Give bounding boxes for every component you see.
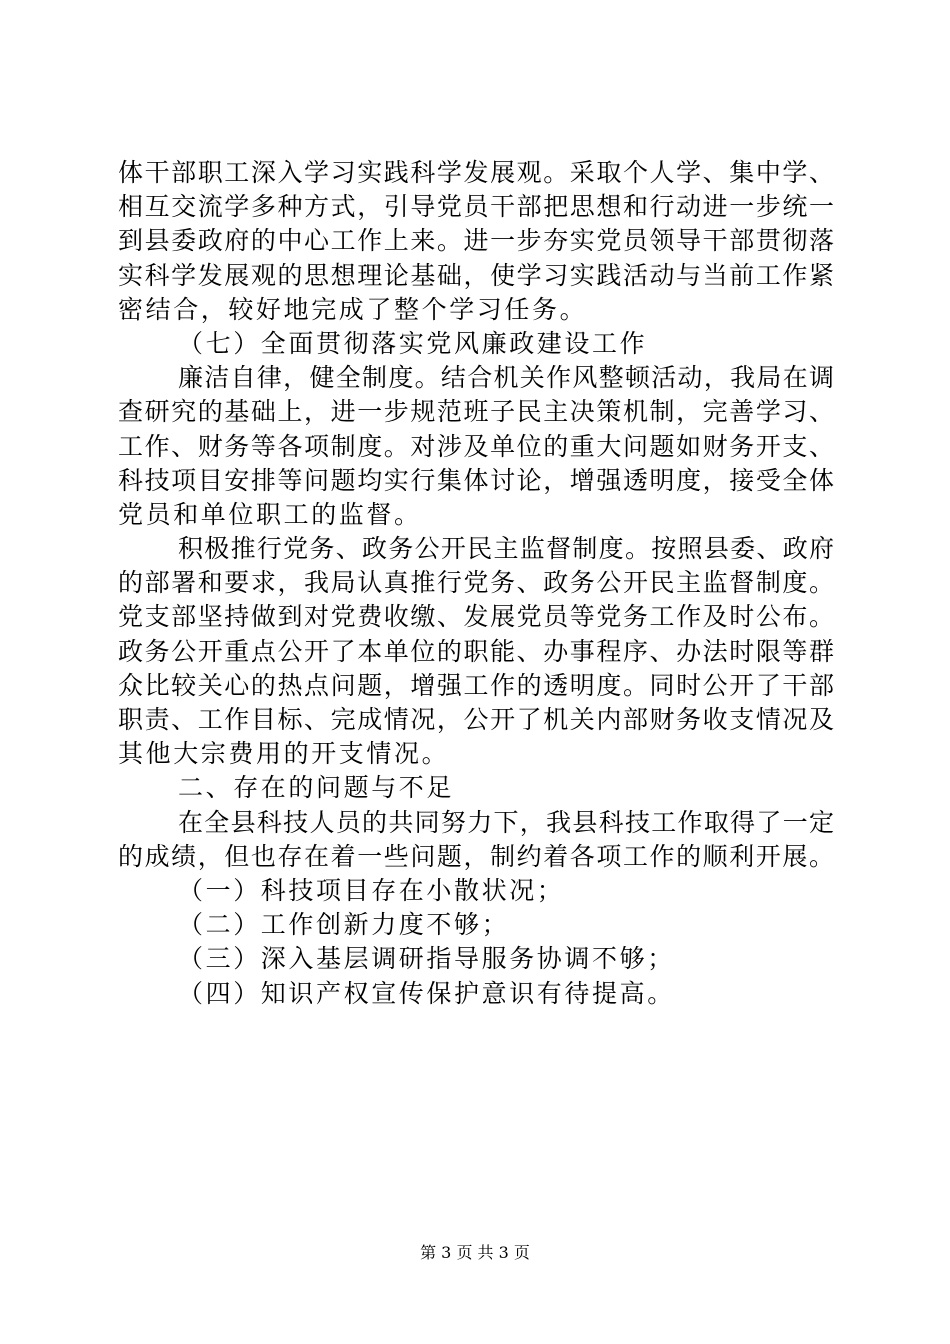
text-line: 在全县科技人员的共同努力下，我县科技工作取得了一定 [178,807,834,837]
text-line: （二）工作创新力度不够； [178,910,510,940]
text-line: 政务公开重点公开了本单位的职能、办事程序、办法时限等群 [118,636,834,666]
text-line: 的部署和要求，我局认真推行党务、政务公开民主监督制度。 [118,568,834,598]
text-line: 相互交流学多种方式，引导党员干部把思想和行动进一步统一 [118,192,834,222]
text-line: 众比较关心的热点问题，增强工作的透明度。同时公开了干部 [118,670,834,700]
text-line: 到县委政府的中心工作上来。进一步夯实党员领导干部贯彻落 [118,226,834,256]
document-body [118,156,834,1011]
text-line: 党员和单位职工的监督。 [118,499,422,529]
text-line: 积极推行党务、政务公开民主监督制度。按照县委、政府 [178,534,834,564]
text-line: 工作、财务等各项制度。对涉及单位的重大问题如财务开支、 [118,431,834,461]
text-line: （七）全面贯彻落实党风廉政建设工作 [178,328,648,358]
text-line: 二、存在的问题与不足 [178,773,455,803]
text-line: 科技项目安排等问题均实行集体讨论，增强透明度，接受全体 [118,465,834,495]
text-line: 党支部坚持做到对党费收缴、发展党员等党务工作及时公布。 [118,602,834,632]
text-line: （一）科技项目存在小散状况； [178,875,565,905]
text-line: 查研究的基础上，进一步规范班子民主决策机制，完善学习、 [118,397,834,427]
text-line: 职责、工作目标、完成情况，公开了机关内部财务收支情况及 [118,705,834,734]
text-line: 其他大宗费用的开支情况。 [118,739,450,769]
text-line: 实科学发展观的思想理论基础，使学习实践活动与当前工作紧 [118,260,834,290]
page-footer: 第 3 页 共 3 页 [420,1243,530,1262]
text-line: （三）深入基层调研指导服务协调不够； [178,944,675,974]
text-line: 体干部职工深入学习实践科学发展观。采取个人学、集中学、 [118,158,834,187]
text-line: 廉洁自律，健全制度。结合机关作风整顿活动，我局在调 [178,363,834,393]
text-line: （四）知识产权宣传保护意识有待提高。 [178,978,675,1008]
text-line: 密结合，较好地完成了整个学习任务。 [118,294,588,324]
text-line: 的成绩，但也存在着一些问题，制约着各项工作的顺利开展。 [118,841,834,871]
